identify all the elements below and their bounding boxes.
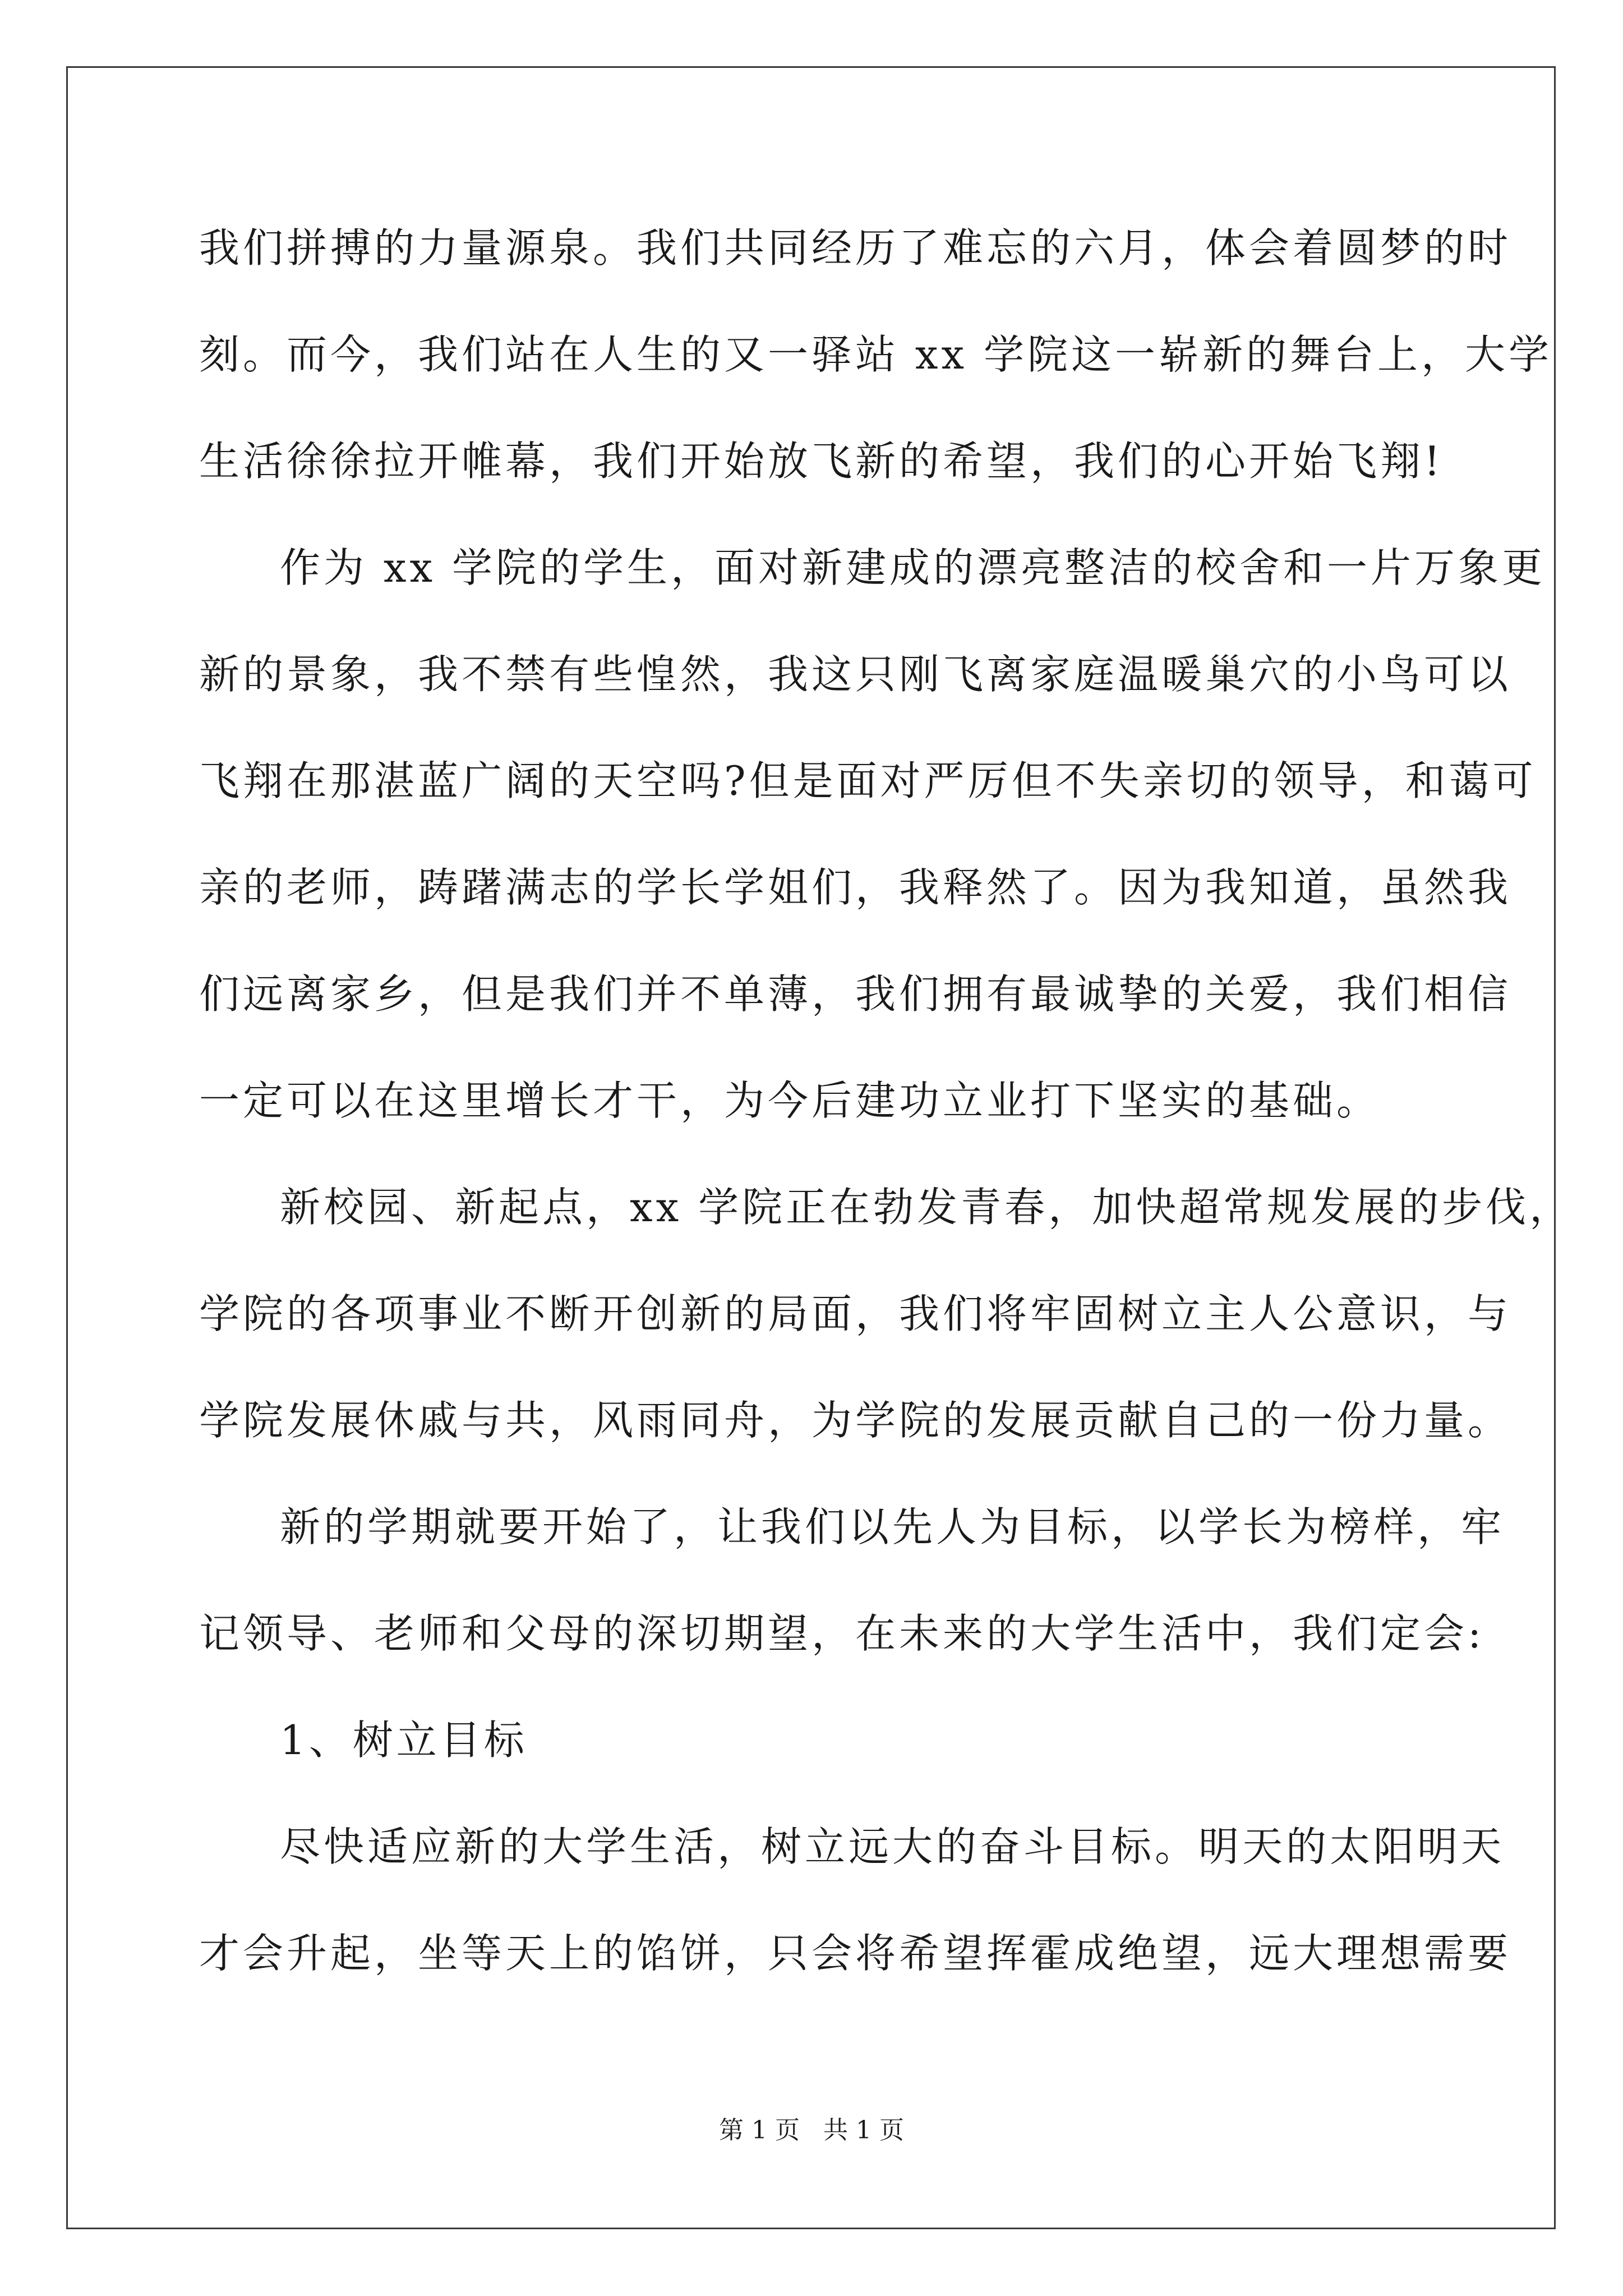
text-line-7: 亲的老师，踌躇满志的学长学姐们，我释然了。因为我知道，虽然我 xyxy=(199,864,1512,911)
text-line-16: 尽快适应新的大学生活，树立远大的奋斗目标。明天的太阳明天 xyxy=(280,1823,1505,1870)
page-number: 第 1 页 xyxy=(719,2116,800,2145)
text-line-1: 我们拼搏的力量源泉。我们共同经历了难忘的六月，体会着圆梦的时 xyxy=(199,224,1512,272)
text-line-8: 们远离家乡，但是我们并不单薄，我们拥有最诚挚的关爱，我们相信 xyxy=(199,970,1512,1018)
text-line-15: 1、树立目标 xyxy=(280,1717,528,1764)
text-line-9: 一定可以在这里增长才干，为今后建功立业打下坚实的基础。 xyxy=(199,1077,1381,1124)
text-line-14: 记领导、老师和父母的深切期望，在未来的大学生活中，我们定会: xyxy=(199,1610,1485,1657)
text-line-2: 刻。而今，我们站在人生的又一驿站 xx 学院这一崭新的舞台上，大学 xyxy=(199,331,1552,378)
text-line-11: 学院的各项事业不断开创新的局面，我们将牢固树立主人公意识，与 xyxy=(199,1290,1512,1337)
page-footer xyxy=(0,2114,1623,2147)
page-total: 共 1 页 xyxy=(823,2116,904,2145)
text-line-5: 新的景象，我不禁有些惶然，我这只刚飞离家庭温暖巢穴的小鸟可以 xyxy=(199,651,1512,698)
document-body xyxy=(199,209,1574,2021)
text-line-12: 学院发展休戚与共，风雨同舟，为学院的发展贡献自己的一份力量。 xyxy=(199,1397,1512,1444)
text-line-4: 作为 xx 学院的学生，面对新建成的漂亮整洁的校舍和一片万象更 xyxy=(280,544,1546,591)
text-line-3: 生活徐徐拉开帷幕，我们开始放飞新的希望，我们的心开始飞翔! xyxy=(199,438,1444,485)
text-line-17: 才会升起，坐等天上的馅饼，只会将希望挥霍成绝望，远大理想需要 xyxy=(199,1930,1512,1977)
text-line-10: 新校园、新起点，xx 学院正在勃发青春，加快超常规发展的步伐， xyxy=(280,1184,1574,1231)
text-line-6: 飞翔在那湛蓝广阔的天空吗?但是面对严厉但不失亲切的领导，和蔼可 xyxy=(199,757,1537,804)
text-line-13: 新的学期就要开始了，让我们以先人为目标，以学长为榜样，牢 xyxy=(280,1503,1505,1550)
